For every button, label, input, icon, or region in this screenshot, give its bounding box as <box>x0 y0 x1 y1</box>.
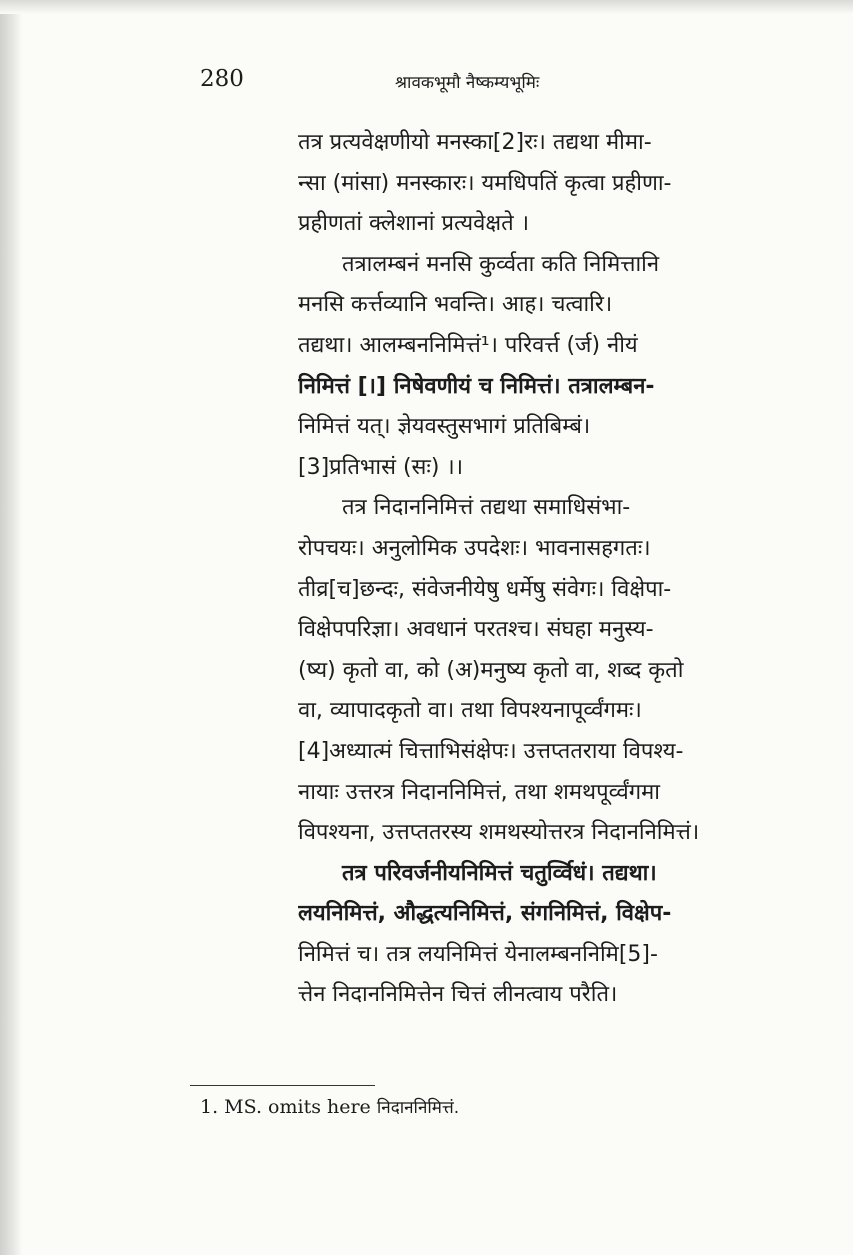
footnote-text: 1. MS. omits here <box>200 1096 371 1118</box>
text-line: वा, व्यापादकृतो वा। तथा विपश्यनापूर्व्वंगमः। <box>298 698 642 724</box>
text-line: नायाः उत्तरत्र निदाननिमित्तं, तथा शमथपूर्व्वंगमा <box>298 779 660 805</box>
text-line: निमित्तं च। तत्र लयनिमित्तं येनालम्बननिमि[5]- <box>298 941 658 967</box>
body-text <box>298 123 793 1016</box>
text-line: तीव्र[च]छन्दः, संवेजनीयेषु धर्मेषु संवेगः। विक्षेपा- <box>298 576 672 602</box>
text-line: रोपचयः। अनुलोमिक उपदेशः। भावनासहगतः। <box>298 535 651 561</box>
text-line: विपश्यना, उत्तप्ततरस्य शमथस्योत्तरत्र निदाननिमित्तं। <box>298 820 700 846</box>
text-line: त्तेन निदाननिमित्तेन चित्तं लीनत्वाय परैति। <box>298 982 618 1008</box>
footnote <box>200 1095 459 1118</box>
text-line: निमित्तं [।] निषेवणीयं च निमित्तं। तत्रालम्बन- <box>298 373 655 399</box>
text-line: [4]अध्यात्मं चित्ताभिसंक्षेपः। उत्तप्ततराया विपश्य- <box>298 738 684 764</box>
text-line: [3]प्रतिभासं (सः) ।। <box>298 454 464 480</box>
text-line: निमित्तं यत्। ज्ञेयवस्तुसभागं प्रतिबिम्बं। <box>298 414 591 440</box>
text-line: (ष्य) कृतो वा, को (अ)मनुष्य कृतो वा, शब्द कृतो <box>298 657 684 683</box>
text-line: तत्र प्रत्यवेक्षणीयो मनस्का[2]रः। तद्यथा मीमा- <box>298 130 652 155</box>
page-spine-shadow <box>0 0 22 1255</box>
text-line: विक्षेपपरिज्ञा। अवधानं परतश्च। संघहा मनुस्य- <box>298 617 654 643</box>
text-line: तत्र परिवर्जनीयनिमित्तं चतुर्व्विधं। तद्यथा। <box>342 860 657 886</box>
text-line: तत्र निदाननिमित्तं तद्यथा समाधिसंभा- <box>342 495 631 521</box>
text-line: न्सा (मांसा) मनस्कारः। यमधिपतिं कृत्वा प्रहीणा- <box>298 170 672 196</box>
running-title: श्रावकभूमौ नैष्कम्यभूमिः <box>395 73 540 93</box>
text-line: तत्रालम्बनं मनसि कुर्व्वता कति निमित्तानि <box>342 251 660 277</box>
text-line: मनसि कर्त्तव्यानि भवन्ति। आह। चत्वारि। <box>298 292 613 318</box>
footnote-devanagari: निदाननिमित्तं. <box>376 1098 460 1118</box>
text-line: प्रहीणतां क्लेशानां प्रत्यवेक्षते । <box>298 211 530 237</box>
text-line: तद्यथा। आलम्बननिमित्तं¹। परिवर्त्त (र्ज) नीयं <box>298 332 638 358</box>
text-line: लयनिमित्तं, औद्धत्यनिमित्तं, संगनिमित्तं, विक्षेप- <box>298 901 672 927</box>
page-top-edge <box>0 0 853 14</box>
footnote-rule <box>190 1085 375 1086</box>
page-number: 280 <box>200 66 244 92</box>
